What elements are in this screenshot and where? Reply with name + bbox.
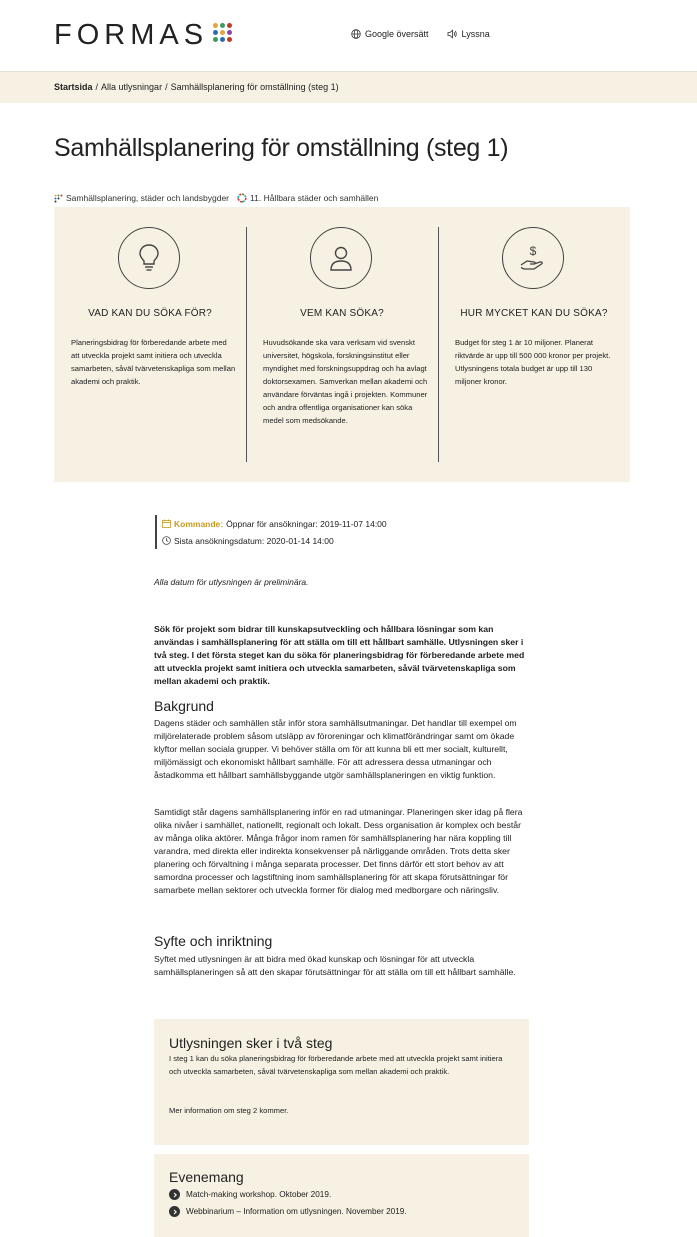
logo-dot: [227, 37, 232, 42]
summary-heading: VEM KAN SÖKA?: [300, 308, 384, 319]
money-hand-icon: [502, 227, 564, 289]
summary-column-how-much: [438, 207, 630, 482]
syfte-paragraph: Syftet med utlysningen är att bidra med ökad kunskap och lösningar för att utveckla samhällsplaneringen så att den skapar förutsättningar för att ställa om till ett hållbart samhälle.: [154, 954, 516, 977]
breadcrumb-separator: /: [95, 82, 99, 92]
two-steps-text: I steg 1 kan du söka planeringsbidrag för förberedande arbete med att utveckla projekt samt initiera och utveckla samarbeten, såväl tvärvetenskapliga som mellan akademi och praktik.: [169, 1054, 503, 1076]
tag-samhallsplanering[interactable]: [54, 193, 229, 203]
summary-heading: VAD KAN DU SÖKA FÖR?: [88, 308, 212, 319]
logo-text: FORMAS: [54, 19, 209, 51]
call-dates: [155, 515, 387, 549]
logo-dot: [220, 23, 225, 28]
breadcrumb-all-calls-link[interactable]: Alla utlysningar: [101, 82, 163, 92]
opening-date: Öppnar för ansökningar: 2019-11-07 14:00: [226, 518, 387, 529]
person-icon: [310, 227, 372, 289]
logo-dot: [213, 37, 218, 42]
google-translate-label: Google översätt: [365, 29, 429, 39]
lightbulb-icon: [118, 227, 180, 289]
two-steps-box: [154, 1019, 529, 1145]
listen-label: Lyssna: [461, 29, 490, 39]
summary-text: Huvudsökande ska vara verksam vid svenskt universitet, högskola, forskningsinstitut eller myndighet med forskningsuppdrag och ha avlagt doktorsexamen. Samverkan mellan akademi och användare förväntas ingå i projekten. Kommuner och andra offentliga organisationer kan söka medel som medsökande.: [263, 338, 428, 425]
clock-icon: [162, 536, 171, 545]
logo-dot: [213, 23, 218, 28]
chevron-right-icon: [169, 1189, 180, 1200]
event-label: Webbinarium – Information om utlysningen. November 2019.: [186, 1207, 407, 1216]
event-label: Match-making workshop. Oktober 2019.: [186, 1190, 332, 1199]
event-link-webinar[interactable]: [169, 1206, 407, 1217]
opening-date-row: [162, 515, 387, 532]
summary-text: Planeringsbidrag för förberedande arbete med att utveckla projekt samt initiera och utveckla samarbeten, såväl tvärvetenskapliga som mellan akademi och praktik.: [71, 338, 236, 386]
tag-sdg-11[interactable]: [237, 193, 378, 203]
logo-dot: [227, 23, 232, 28]
logo-dot: [227, 30, 232, 35]
breadcrumb-current: Samhällsplanering för omställning (steg 1): [170, 82, 339, 92]
topic-tags: [54, 193, 386, 203]
listen-button[interactable]: [447, 29, 490, 39]
tag-label: 11. Hållbara städer och samhällen: [250, 193, 379, 203]
summary-column-what: [54, 207, 246, 482]
status-label: Kommande:: [174, 518, 224, 529]
events-box: [154, 1154, 529, 1237]
breadcrumb-separator: /: [165, 82, 168, 92]
header-tools: [351, 29, 508, 39]
two-steps-more-info: Mer information om steg 2 kommer.: [169, 1106, 289, 1115]
event-link-matchmaking[interactable]: [169, 1189, 331, 1200]
section-heading-syfte: Syfte och inriktning: [154, 933, 273, 949]
calendar-icon: [162, 519, 171, 528]
site-header: [0, 0, 697, 72]
logo-dot: [220, 30, 225, 35]
breadcrumb-home-link[interactable]: Startsida: [54, 82, 93, 92]
logo-dot: [220, 37, 225, 42]
call-summary-box: [54, 207, 630, 482]
tag-label: Samhällsplanering, städer och landsbygder: [66, 193, 230, 203]
bakgrund-paragraph-2: Samtidigt står dagens samhällsplanering inför en rad utmaningar. Planeringen sker idag på flera olika nivåer i samhället, nationellt, regionalt och lokalt. Dess organisation är komplex och består av många olika aktörer. Många frågor inom ramen för samhällsplanering har nära koppling till varandra, med direkta eller indirekta konsekvenser på närliggande områden. Trots detta sker planering och förvaltning i många separata processer. Det finns därför ett stort behov av att samordna processer och lagstiftning inom samhällsplanering för att skapa förutsättningar för samarbete mellan sektorer och utveckla former för dialog med medborgare och näringsliv.: [154, 807, 523, 895]
summary-column-who: [246, 207, 438, 482]
section-heading-bakgrund: Bakgrund: [154, 698, 214, 714]
lead-paragraph: Sök för projekt som bidrar till kunskapsutveckling och hållbara lösningar som kan användas i samhällsplanering för att ställa om till ett hållbart samhälle. Utlysningen sker i två steg. I det första steget kan du söka för planeringsbidrag för förberedande arbete med att utveckla projekt samt initiera och utveckla samarbeten, såväl tvärvetenskapliga som mellan akademi och praktik.: [154, 624, 525, 686]
deadline-row: [162, 532, 387, 549]
chevron-right-icon: [169, 1206, 180, 1217]
formas-logo[interactable]: [54, 21, 232, 50]
page-title: Samhällsplanering för omställning (steg 1): [54, 134, 509, 162]
speaker-icon: [447, 29, 458, 39]
summary-heading: HUR MYCKET KAN DU SÖKA?: [460, 308, 608, 319]
preliminary-note: Alla datum för utlysningen är preliminära.: [154, 577, 309, 587]
summary-text: Budget för steg 1 är 10 miljoner. Planerat riktvärde är upp till 500 000 kronor per projekt. Utlysningens totala budget är upp till 130 miljoner kronor.: [455, 338, 611, 386]
breadcrumb-bar: [0, 72, 697, 103]
sdg-wheel-icon: [237, 193, 247, 203]
bakgrund-paragraph-1: Dagens städer och samhällen står inför stora samhällsutmaningar. Det handlar till exempel om miljörelaterade problem såsom utsläpp av föroreningar och klimatförändringar samt om ökade klyftor mellan sociala grupper. Vi behöver ställa om för att kunna bli ett mer socialt, kulturellt, miljömässigt och ekonomiskt hållbart samhälle. För att adressera dessa utmaningar och åstadkomma ett hållbart samhällsbyggande utgör samhällsplaneringen en viktig funktion.: [154, 718, 517, 780]
breadcrumb: [54, 82, 339, 92]
logo-dot: [213, 30, 218, 35]
globe-icon: [351, 29, 361, 39]
events-heading: Evenemang: [169, 1169, 244, 1185]
grid-dots-icon: [54, 194, 63, 203]
google-translate-button[interactable]: [351, 29, 429, 39]
logo-dots: [213, 23, 232, 42]
svg-text:$: $: [529, 244, 537, 258]
two-steps-heading: Utlysningen sker i två steg: [169, 1035, 333, 1051]
deadline-date: Sista ansökningsdatum: 2020-01-14 14:00: [174, 535, 334, 546]
